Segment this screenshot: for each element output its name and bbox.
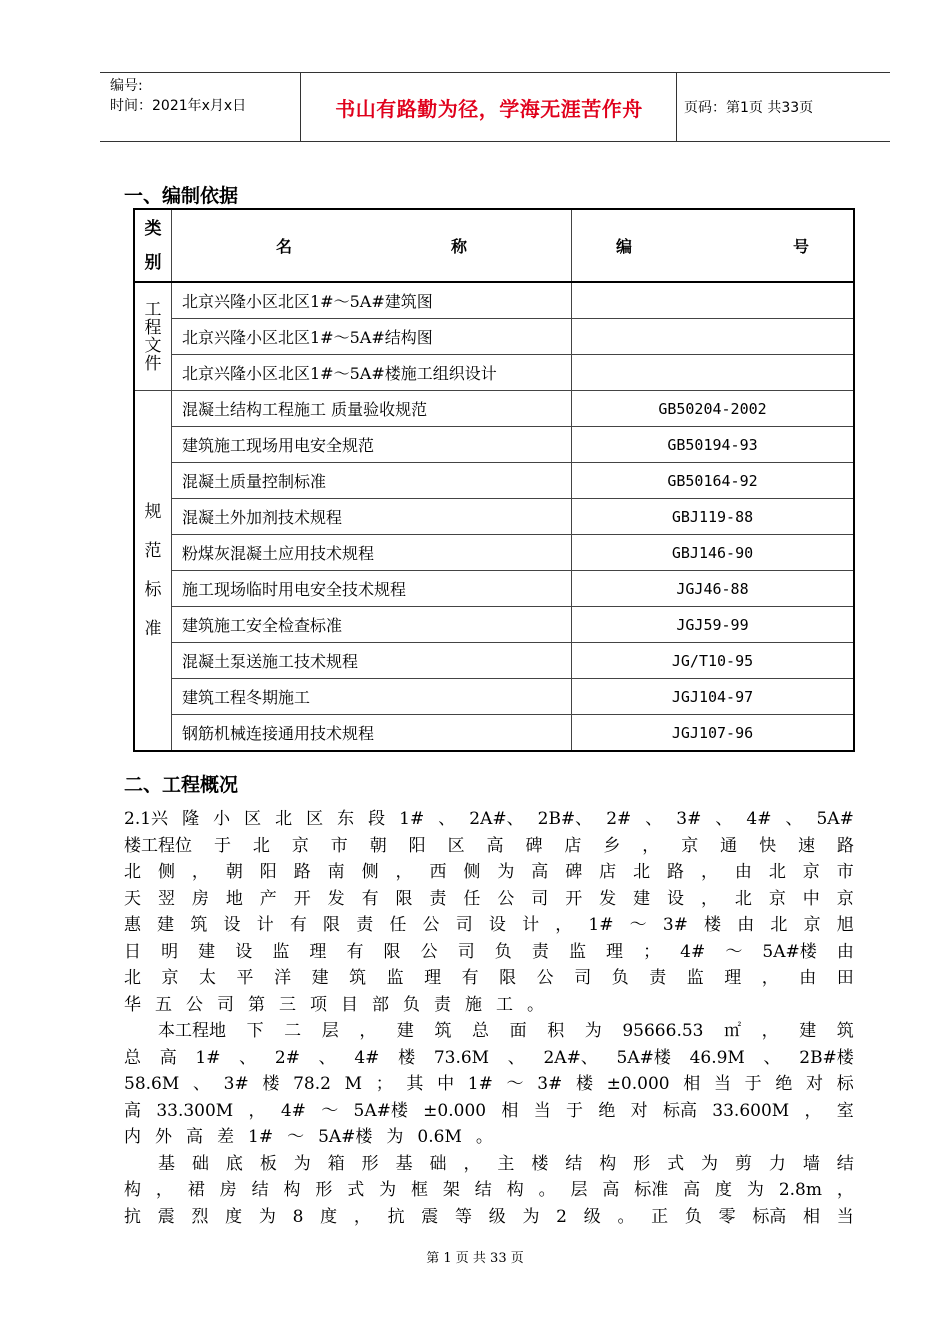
basis-table bbox=[133, 208, 855, 752]
category-header-text: 类 别 bbox=[144, 218, 162, 273]
doc-name-cell: 混凝土外加剂技术规程 bbox=[172, 499, 572, 535]
table-row bbox=[134, 643, 854, 679]
doc-code-cell: JGJ59-99 bbox=[572, 607, 855, 643]
table-row bbox=[134, 355, 854, 391]
paragraph-line: 北 侧 ， 朝 阳 路 南 侧 ， 西 侧 为 高 碑 店 北 路 ， 由 北 京 市 bbox=[124, 862, 854, 882]
doc-name-cell: 粉煤灰混凝土应用技术规程 bbox=[172, 535, 572, 571]
doc-code-cell: JG/T10-95 bbox=[572, 643, 855, 679]
doc-name-cell: 北京兴隆小区北区1#～5A#结构图 bbox=[172, 319, 572, 355]
table-row bbox=[134, 282, 854, 319]
section-title: 一、编制依据 bbox=[124, 185, 239, 207]
doc-name-cell: 北京兴隆小区北区1#～5A#楼施工组织设计 bbox=[172, 355, 572, 391]
category-cell bbox=[134, 391, 172, 752]
doc-name-cell: 混凝土泵送施工技术规程 bbox=[172, 643, 572, 679]
paragraph-line: 内 外 高 差 1# ～ 5A#楼 为 0.6M 。 bbox=[124, 1127, 493, 1147]
paragraph-line: 抗 震 烈 度 为 8 度 ， 抗 震 等 级 为 2 级 。 正 负 零 标高 相 当 bbox=[124, 1206, 854, 1227]
header-name bbox=[172, 209, 572, 282]
category-cell bbox=[134, 282, 172, 391]
paragraph-line: 构 ， 裙 房 结 构 形 式 为 框 架 结 构 。 层 高 标准 高 度 为 2.8m ， bbox=[124, 1180, 854, 1200]
paragraph-line: 58.6M 、 3# 楼 78.2 M ； 其 中 1# ～ 3# 楼 ±0.000 相 当 于 绝 对 标 bbox=[124, 1074, 854, 1094]
doc-code-cell: GB50204-2002 bbox=[572, 391, 855, 427]
page-header bbox=[100, 72, 890, 142]
doc-name-cell: 建筑施工现场用电安全规范 bbox=[172, 427, 572, 463]
paragraph-line: 高 33.300M ， 4# ～ 5A#楼 ±0.000 相 当 于 绝 对 标高 33.600M ， 室 bbox=[124, 1100, 854, 1121]
header-divider bbox=[676, 73, 677, 141]
header-category bbox=[134, 209, 172, 282]
doc-name-cell: 建筑施工安全检查标准 bbox=[172, 607, 572, 643]
doc-name-cell: 建筑工程冬期施工 bbox=[172, 679, 572, 715]
paragraph-line: 总 高 1# 、 2# 、 4# 楼 73.6M 、 2A#、 5A#楼 46.9M 、 2B#楼 bbox=[124, 1047, 854, 1068]
table-row bbox=[134, 607, 854, 643]
paragraph-line: 日 明 建 设 监 理 有 限 公 司 负 责 监 理 ； 4# ～ 5A#楼 由 bbox=[124, 941, 854, 962]
paragraph-line: 北 京 太 平 洋 建 筑 监 理 有 限 公 司 负 责 监 理 ， 由 田 bbox=[124, 968, 854, 988]
paragraph-line: 华 五 公 司 第 三 项 目 部 负 责 施 工 。 bbox=[124, 994, 544, 1015]
doc-code-cell bbox=[572, 319, 855, 355]
doc-code-cell: GBJ119-88 bbox=[572, 499, 855, 535]
page-footer: 第 1 页 共 33 页 bbox=[426, 1251, 524, 1266]
table-row bbox=[134, 427, 854, 463]
doc-code-cell: JGJ46-88 bbox=[572, 571, 855, 607]
paragraph-line: 惠 建 筑 设 计 有 限 责 任 公 司 设 计 ， 1# ～ 3# 楼 由 北 京 旭 bbox=[124, 915, 854, 935]
overview-paragraphs bbox=[124, 806, 854, 1230]
table-row bbox=[134, 571, 854, 607]
table-row bbox=[134, 679, 854, 715]
doc-name-cell: 施工现场临时用电安全技术规程 bbox=[172, 571, 572, 607]
doc-code-cell bbox=[572, 355, 855, 391]
doc-code-cell: JGJ107-96 bbox=[572, 715, 855, 752]
table-header-row bbox=[134, 209, 854, 282]
doc-code-cell: GB50194-93 bbox=[572, 427, 855, 463]
header-divider bbox=[300, 73, 301, 141]
doc-name-cell: 钢筋机械连接通用技术规程 bbox=[172, 715, 572, 752]
header-meta bbox=[110, 76, 246, 116]
paragraph-line: 天 翌 房 地 产 开 发 有 限 责 任 公 司 开 发 建 设 ， 北 京 中 京 bbox=[124, 888, 854, 909]
header-page-info: 页码：第1页 共33页 bbox=[684, 100, 814, 116]
header-code bbox=[572, 209, 855, 282]
doc-name-cell: 混凝土结构工程施工 质量验收规范 bbox=[172, 391, 572, 427]
time-label: 时间：2021年x月x日 bbox=[110, 98, 247, 114]
category-text: 规 范 标 准 bbox=[144, 501, 162, 639]
table-row bbox=[134, 535, 854, 571]
table-row bbox=[134, 463, 854, 499]
section-title: 二、工程概况 bbox=[124, 774, 239, 796]
doc-code-cell bbox=[572, 282, 855, 319]
header-motto: 书山有路勤为径，学海无涯苦作舟 bbox=[335, 96, 643, 121]
table-row bbox=[134, 319, 854, 355]
paragraph-line: 2.1兴 隆 小 区 北 区 东 段 1# 、 2A#、 2B#、 2# 、 3# 、 4# 、 5A# bbox=[124, 809, 854, 829]
paragraph-line: 本工程地 下 二 层 ， 建 筑 总 面 积 为 95666.53 ㎡ ， 建 筑 bbox=[158, 1021, 854, 1041]
paragraph-line: 楼工程位 于 北 京 市 朝 阳 区 高 碑 店 乡 ， 京 通 快 速 路 bbox=[124, 835, 854, 856]
table-row bbox=[134, 499, 854, 535]
doc-code-cell: JGJ104-97 bbox=[572, 679, 855, 715]
number-label: 编号: bbox=[110, 78, 143, 94]
category-text: 工 程 文 件 bbox=[144, 299, 162, 374]
code-header-text: 编 号 bbox=[616, 237, 809, 256]
doc-code-cell: GB50164-92 bbox=[572, 463, 855, 499]
table-row bbox=[134, 715, 854, 752]
table-row bbox=[134, 391, 854, 427]
paragraph-line: 基 础 底 板 为 箱 形 基 础 ， 主 楼 结 构 形 式 为 剪 力 墙 结 bbox=[158, 1153, 854, 1174]
doc-code-cell: GBJ146-90 bbox=[572, 535, 855, 571]
name-header-text: 名 称 bbox=[276, 237, 467, 256]
table-body bbox=[134, 282, 854, 751]
doc-name-cell: 混凝土质量控制标准 bbox=[172, 463, 572, 499]
doc-name-cell: 北京兴隆小区北区1#～5A#建筑图 bbox=[172, 282, 572, 319]
